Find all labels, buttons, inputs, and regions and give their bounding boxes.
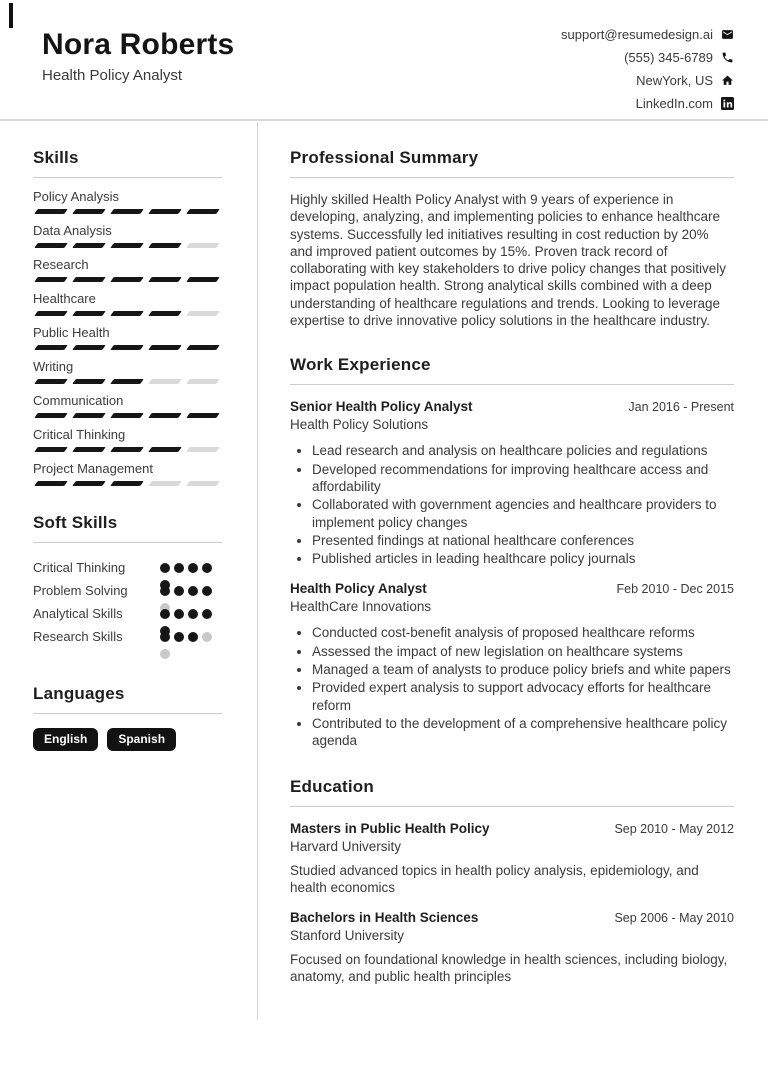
contact-item[interactable] [636, 96, 734, 111]
rating-dot [174, 563, 184, 573]
rating-dots [160, 609, 212, 619]
language-pill: Spanish [107, 728, 176, 751]
rating-dots [160, 632, 212, 642]
main-column [290, 122, 734, 986]
soft-skill-item [33, 625, 222, 648]
sidebar [33, 122, 222, 751]
education-header-row [290, 821, 734, 836]
bullet-item: • Published articles in leading healthcare policy journals [312, 550, 734, 567]
language-pill: English [33, 728, 98, 751]
column-divider [257, 122, 258, 1020]
summary-heading: Professional Summary [290, 148, 479, 167]
soft-skill-item [33, 556, 222, 579]
rating-dot [160, 609, 170, 619]
envelope-icon [721, 28, 734, 41]
education-header-row [290, 910, 734, 925]
job-header-row [290, 399, 734, 414]
education-description: Focused on foundational knowledge in health sciences, including biology, anatomy, and public health principles [290, 952, 728, 985]
summary-text: Highly skilled Health Policy Analyst with 9 years of experience in developing, analyzing, and implementing policies to enhance healthcare systems. Successfully led initiatives resulting in cost reduction by 20% and improved patient outcomes by 15%. Proven track record of collaborating with key stakeholders to drive policy changes that positively impact population health. Strong analytical skills combined with a deep understanding of healthcare regulations and trends. Looking to leverage expertise to drive innovative policy solutions in the healthcare industry. [290, 192, 726, 329]
soft-skill-item [33, 602, 222, 625]
soft-skill-label: Critical Thinking [33, 560, 126, 575]
skill-item [33, 427, 222, 452]
job-bullets [290, 442, 734, 567]
header [0, 0, 768, 120]
bar-segment [34, 277, 68, 282]
bar-segment [186, 447, 220, 452]
skill-item [33, 257, 222, 282]
job-header-row [290, 581, 734, 596]
job-company: Health Policy Solutions [290, 417, 429, 433]
header-divider [0, 119, 768, 121]
bullet-item: • Conducted cost-benefit analysis of proposed healthcare reforms [312, 624, 734, 641]
rating-dot [174, 632, 184, 642]
bar-segment [72, 277, 106, 282]
bar-segment [110, 413, 144, 418]
soft-skill-item [33, 579, 222, 602]
bar-segment [148, 209, 182, 214]
skill-item [33, 189, 222, 214]
skill-bar [33, 277, 222, 282]
skill-label: Healthcare [33, 291, 96, 306]
soft-skill-label: Analytical Skills [33, 606, 123, 621]
contact-text: LinkedIn.com [635, 96, 713, 111]
skill-label: Research [33, 257, 89, 272]
skill-item [33, 223, 222, 248]
bullet-item: • Provided expert analysis to support advocacy efforts for healthcare reform [312, 679, 734, 714]
bullet-item: • Contributed to the development of a comprehensive healthcare policy agenda [312, 715, 734, 750]
education-entry [290, 821, 734, 897]
job-dates: Feb 2010 - Dec 2015 [616, 582, 734, 597]
work-experience-heading: Work Experience [290, 355, 431, 375]
bullet-item: • Collaborated with government agencies and healthcare providers to implement policy changes [312, 496, 734, 531]
rating-dot [188, 609, 198, 619]
bar-segment [110, 481, 144, 486]
bullet-item: • Managed a team of analysts to produce policy briefs and white papers [312, 661, 734, 678]
job-company: HealthCare Innovations [290, 599, 432, 615]
bar-segment [148, 277, 182, 282]
skills-heading-rule [33, 177, 222, 178]
rating-dot [174, 609, 184, 619]
skill-item [33, 393, 222, 418]
skills-heading: Skills [33, 148, 79, 167]
contact-item [561, 27, 734, 42]
school-name: Harvard University [290, 838, 402, 854]
bar-segment [72, 379, 106, 384]
degree: Bachelors in Health Sciences [290, 910, 479, 926]
skill-label: Critical Thinking [33, 427, 126, 442]
rating-dots [160, 586, 212, 596]
rating-dot [188, 632, 198, 642]
bar-segment [186, 277, 220, 282]
work-experience-heading-rule [290, 384, 734, 385]
contact-item [624, 50, 734, 65]
bullet-item: • Lead research and analysis on healthcare policies and regulations [312, 442, 734, 459]
bar-segment [34, 413, 68, 418]
contact-text: support@resumedesign.ai [561, 27, 713, 42]
education-description: Studied advanced topics in health policy analysis, epidemiology, and health economics [290, 862, 699, 895]
bullet-item: • Assessed the impact of new legislation on healthcare systems [312, 643, 734, 660]
skill-item [33, 291, 222, 316]
soft-skills-heading-rule [33, 542, 222, 543]
education-dates: Sep 2010 - May 2012 [614, 821, 734, 836]
rating-dot [188, 563, 198, 573]
education-entry [290, 910, 734, 986]
rating-dot [202, 563, 212, 573]
bar-segment [72, 243, 106, 248]
skill-bar [33, 413, 222, 418]
rating-dot [160, 563, 170, 573]
bar-segment [34, 243, 68, 248]
rating-dot [202, 586, 212, 596]
languages-heading: Languages [33, 684, 125, 703]
bar-segment [34, 379, 68, 384]
phone-icon [721, 51, 734, 64]
person-job-title: Health Policy Analyst [42, 67, 183, 84]
skill-bar [33, 481, 222, 486]
bar-segment [72, 345, 106, 350]
bullet-item: • Presented findings at national healthcare conferences [312, 532, 734, 549]
soft-skill-label: Research Skills [33, 629, 123, 644]
rating-dot [160, 586, 170, 596]
job-title: Health Policy Analyst [290, 581, 427, 597]
education-list [290, 821, 734, 986]
skill-label: Policy Analysis [33, 189, 119, 204]
bar-segment [148, 243, 182, 248]
rating-dots [160, 563, 212, 573]
soft-skills-list [33, 556, 222, 648]
linkedin-icon [721, 97, 734, 110]
bar-segment [148, 311, 182, 316]
rating-dot [174, 586, 184, 596]
rating-dot [160, 632, 170, 642]
soft-skill-label: Problem Solving [33, 583, 128, 598]
bar-segment [186, 481, 220, 486]
school-name: Stanford University [290, 928, 405, 944]
bar-segment [72, 311, 106, 316]
bar-segment [148, 379, 182, 384]
bar-segment [34, 311, 68, 316]
skill-label: Project Management [33, 461, 153, 476]
bar-segment [110, 447, 144, 452]
rating-dot [188, 586, 198, 596]
home-icon [721, 74, 734, 87]
contact-text: NewYork, US [636, 73, 713, 88]
education-heading: Education [290, 776, 374, 796]
summary-heading-rule [290, 177, 734, 178]
skill-bar [33, 311, 222, 316]
bar-segment [72, 413, 106, 418]
bar-segment [72, 209, 106, 214]
contact-text: (555) 345-6789 [624, 50, 713, 65]
skills-list [33, 189, 222, 486]
bar-segment [72, 481, 106, 486]
languages-heading-rule [33, 713, 222, 714]
bar-segment [110, 277, 144, 282]
bar-segment [186, 413, 220, 418]
bar-segment [34, 481, 68, 486]
bar-segment [110, 209, 144, 214]
skill-bar [33, 447, 222, 452]
skill-item [33, 461, 222, 486]
rating-dot [202, 632, 212, 642]
bar-segment [34, 447, 68, 452]
bar-segment [186, 209, 220, 214]
education-heading-rule [290, 806, 734, 807]
languages-list [33, 728, 222, 751]
bar-segment [186, 379, 220, 384]
bar-segment [148, 413, 182, 418]
bar-segment [34, 345, 68, 350]
rating-dot [160, 649, 170, 659]
bar-segment [110, 345, 144, 350]
job-entry [290, 399, 734, 567]
rating-dot [202, 609, 212, 619]
bar-segment [110, 379, 144, 384]
contact-item [636, 73, 734, 88]
bar-segment [148, 447, 182, 452]
skill-bar [33, 209, 222, 214]
bar-segment [148, 345, 182, 350]
skill-bar [33, 345, 222, 350]
skill-item [33, 325, 222, 350]
bar-segment [148, 481, 182, 486]
bar-segment [72, 447, 106, 452]
skill-bar [33, 243, 222, 248]
degree: Masters in Public Health Policy [290, 820, 490, 836]
skill-bar [33, 379, 222, 384]
skill-label: Public Health [33, 325, 110, 340]
bullet-item: • Developed recommendations for improving healthcare access and affordability [312, 461, 734, 496]
bar-segment [34, 209, 68, 214]
bar-segment [186, 243, 220, 248]
job-title: Senior Health Policy Analyst [290, 399, 473, 415]
soft-skills-heading: Soft Skills [33, 513, 118, 532]
skill-label: Data Analysis [33, 223, 112, 238]
job-entry [290, 581, 734, 749]
job-bullets [290, 624, 734, 749]
person-name: Nora Roberts [42, 28, 235, 61]
contact-block [561, 27, 734, 111]
skill-label: Communication [33, 393, 124, 408]
jobs-list [290, 399, 734, 749]
skill-item [33, 359, 222, 384]
bar-segment [110, 311, 144, 316]
bar-segment [186, 345, 220, 350]
job-dates: Jan 2016 - Present [628, 400, 734, 415]
bar-segment [186, 311, 220, 316]
skill-label: Writing [33, 359, 74, 374]
education-dates: Sep 2006 - May 2010 [614, 911, 734, 926]
bar-segment [110, 243, 144, 248]
